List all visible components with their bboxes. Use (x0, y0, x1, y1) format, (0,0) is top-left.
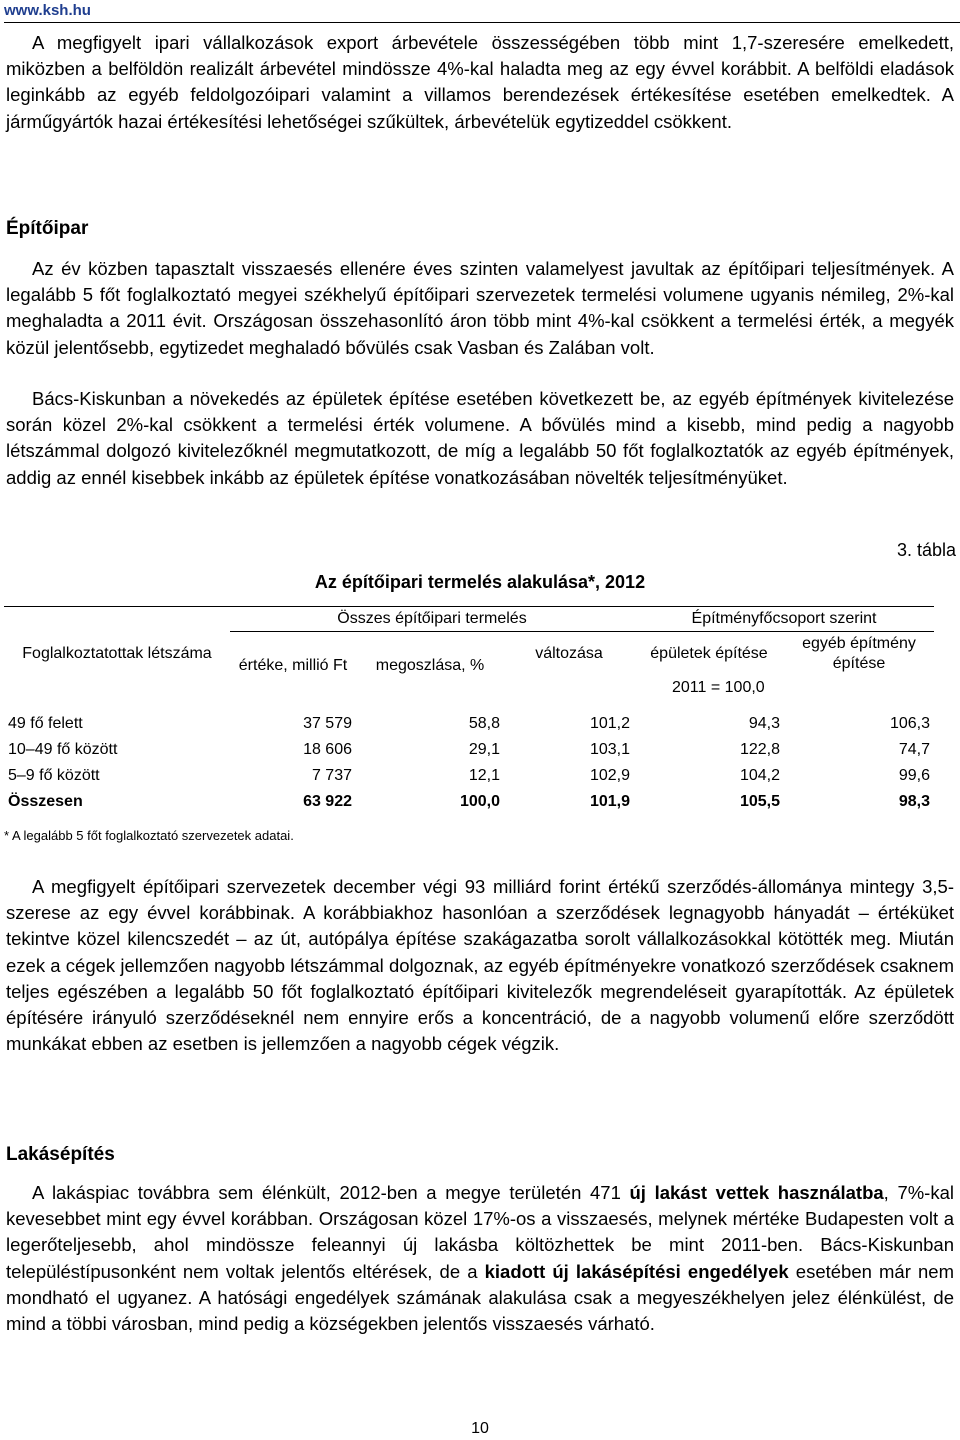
cell-share: 12,1 (468, 767, 500, 784)
cell-other: 99,6 (898, 767, 930, 784)
cell-share: 100,0 (459, 793, 500, 810)
row-label: Összesen (8, 793, 83, 810)
page-number: 10 (471, 1420, 489, 1437)
col-header-base-year: 2011 = 100,0 (672, 679, 765, 696)
cell-share: 58,8 (468, 715, 500, 732)
cell-value: 37 579 (303, 715, 352, 732)
col-header-value: értéke, millió Ft (238, 657, 348, 674)
site-header (4, 0, 960, 23)
heading-construction: Építőipar (6, 218, 89, 239)
cell-other: 106,3 (889, 715, 930, 732)
cell-change: 103,1 (589, 741, 630, 758)
col-header-total-production: Összes építőipari termelés (230, 607, 634, 632)
cell-change: 101,9 (589, 793, 630, 810)
paragraph-export-revenue: A megfigyelt ipari vállalkozások export árbevétele összességében több mint 1,7-szeresére emelkedett, miközben a belföldön realizált árbevétel mindössze 4%-kal haladta meg az egy évvel korábbit. A belföldi eladások leginkább az egyéb feldolgozóipari valamint a villamos berendezések értékesítése esetében emelkedtek. A járműgyártók hazai értékesítési lehetőségei szűkültek, árbevételük egytizeddel csökkent. (6, 32, 954, 132)
paragraph-construction-performance: Az év közben tapasztalt visszaesés ellenére éves szinten valamelyest javultak az építőipari teljesítmények. A legalább 5 főt foglalkoztató megyei székhelyű építőipari szervezetek termelési volumene ugyanis némileg, 2%-kal meghaladta a 2011 évit. Országosan összehasonlító áron több mint 4%-kal csökkent a termelési érték, a megyék közül jelentősebb, egytizedet meghaladó bővülés csak Vasban és Zalában volt. (6, 258, 954, 358)
cell-buildings: 94,3 (748, 715, 780, 732)
cell-buildings: 104,2 (739, 767, 780, 784)
text-run: , 7%-kal kevesebbet mint egy évvel korábban. Országosan közel 17%-os a visszaesés, melynek mértéke Budapesten volt a legerőteljesebb, ahol mindössze feleannyi új lakásba költözhettek be mint 2011-ben. Bács-Kiskunban településtípusonként nem voltak jelentős eltérések, de a (6, 1182, 954, 1282)
cell-other: 98,3 (898, 793, 930, 810)
cell-change: 101,2 (589, 715, 630, 732)
table-footnote: * A legalább 5 főt foglalkoztató szervezetek adatai. (4, 828, 294, 843)
cell-buildings: 122,8 (739, 741, 780, 758)
col-header-change: változása (535, 645, 603, 662)
paragraph-contract-stock: A megfigyelt építőipari szervezetek december végi 93 milliárd forint értékű szerződés-állománya mintegy 3,5-szerese az egy évvel korábbinak. A korábbiakhoz hasonlóan a szerződések legnagyobb hányadát – értéküket tekintve közel kilencszedét – az út, autópálya építése szakágazatba sorolt vállalkozásokkal kötötték meg. Miután ezek a cégek jellemzően nagyobb létszámmal dolgoznak, az egyéb építményekre vonatkozó szerződések csaknem teljes egészében a legalább 50 főt foglalkoztató építőipari kivitelezők megrendeléseit gyarapították. Az épületek építésére irányuló szerződéseknél nem ennyire erős a koncentráció, de a nagyobb volumenű előre szerződött munkákat ebben az esetben is jellemzően a nagyobb cégek végzik. (6, 876, 954, 1055)
data-table (4, 606, 934, 815)
table-row (4, 763, 934, 789)
col-header-by-group: Építményfőcsoport szerint (634, 607, 934, 632)
construction-table (4, 606, 934, 815)
col-header-share: megoszlása, % (375, 657, 485, 674)
row-label: 5–9 fő között (8, 767, 100, 784)
paragraph-bacs-kiskun-growth: Bács-Kiskunban a növekedés az épületek építése esetében következett be, az egyéb építmények kivitelezése során közel 2%-kal csökkent a termelési érték volumene. A bővülés mind a kisebb, mind pedig a nagyobb létszámmal dolgozó kivitelezőknél megmutatkozott, de míg a legalább 50 főt foglalkoztatók az egyéb építmények, addig az ennél kisebbek inkább az épületek építése vonatkozásában növelték teljesítményüket. (6, 388, 954, 488)
text-run: A lakáspiac továbbra sem élénkült, 2012-ben a megye területén 471 (32, 1182, 630, 1203)
cell-value: 63 922 (303, 793, 352, 810)
cell-value: 18 606 (303, 741, 352, 758)
col-header-buildings: épületek építése (650, 645, 768, 662)
col-header-spacer (504, 676, 634, 700)
cell-other: 74,7 (898, 741, 930, 758)
heading-housing: Lakásépítés (6, 1144, 115, 1165)
col-header-staff: Foglalkoztatottak létszáma (4, 607, 230, 701)
text-run: esetében már nem mondható el ugyanez. A hatósági engedélyek számának alakulása csak a megyeszékhelyen jelez élénkülést, de mind a többi városban, mind pedig a községekben jelentős visszaesés várható. (6, 1260, 954, 1335)
table-number: 3. tábla (896, 540, 956, 560)
emphasis-permits: kiadott új lakásépítési engedélyek (484, 1260, 789, 1282)
cell-share: 29,1 (468, 741, 500, 758)
cell-value: 7 737 (311, 767, 352, 784)
col-header-other: egyéb építmény építése (802, 635, 916, 672)
site-link[interactable]: www.ksh.hu (4, 2, 91, 19)
table-row (4, 737, 934, 763)
table-row (4, 700, 934, 737)
emphasis-new-homes: új lakást vettek használatba (629, 1182, 884, 1203)
table-title: Az építőipari termelés alakulása*, 2012 (314, 572, 646, 592)
cell-buildings: 105,5 (739, 793, 780, 810)
row-label: 49 fő felett (8, 715, 83, 732)
paragraph-housing-market (6, 1180, 954, 1337)
row-label: 10–49 fő között (8, 741, 118, 758)
table-row-total (4, 789, 934, 815)
cell-change: 102,9 (589, 767, 630, 784)
